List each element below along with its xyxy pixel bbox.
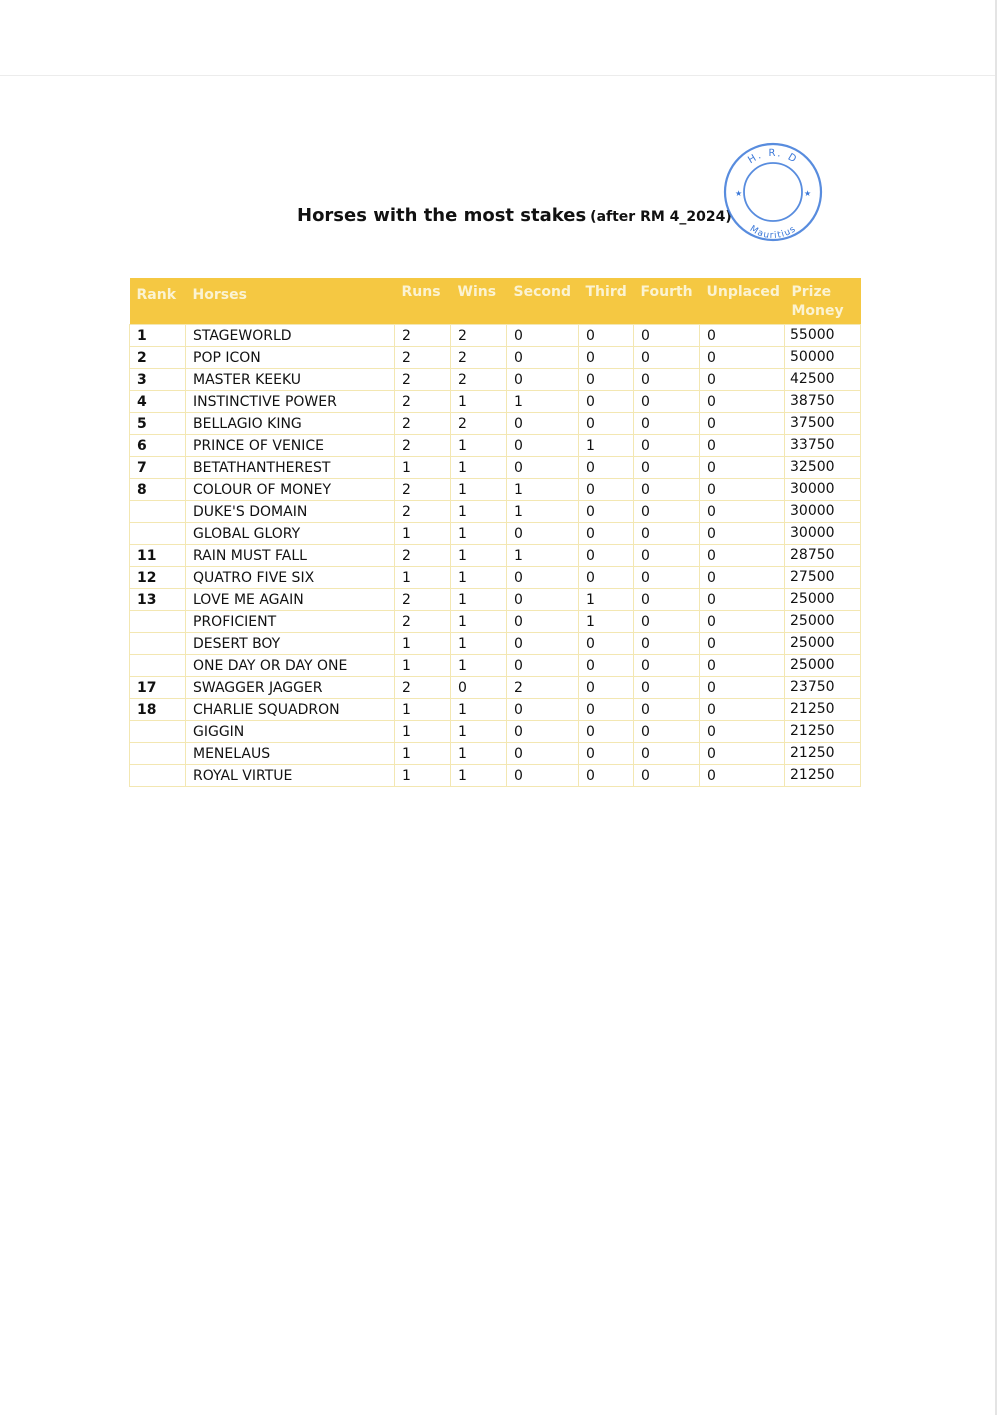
fourth-cell: 0	[634, 501, 700, 523]
fourth-cell: 0	[634, 347, 700, 369]
header-prize-line1: Prize	[791, 284, 832, 300]
svg-text:Mauritius	[748, 224, 799, 241]
unplaced-cell: 0	[700, 721, 785, 743]
table-row	[130, 721, 861, 743]
prize-money-cell: 25000	[785, 633, 861, 655]
scan-edge-top	[0, 75, 995, 76]
prize-money-cell: 37500	[785, 413, 861, 435]
rank-cell	[130, 611, 186, 633]
fourth-cell: 0	[634, 655, 700, 677]
horse-name-cell: STAGEWORLD	[186, 325, 395, 347]
prize-money-cell: 28750	[785, 545, 861, 567]
second-cell: 0	[507, 567, 579, 589]
second-cell: 0	[507, 611, 579, 633]
unplaced-cell: 0	[700, 501, 785, 523]
prize-money-cell: 21250	[785, 765, 861, 787]
fourth-cell: 0	[634, 765, 700, 787]
prize-money-cell: 23750	[785, 677, 861, 699]
second-cell: 0	[507, 655, 579, 677]
unplaced-cell: 0	[700, 391, 785, 413]
unplaced-cell: 0	[700, 633, 785, 655]
table-row	[130, 369, 861, 391]
title-subtitle: (after RM 4_2024)	[590, 209, 732, 225]
third-cell: 0	[579, 721, 634, 743]
unplaced-cell: 0	[700, 369, 785, 391]
header-fourth: Fourth	[634, 278, 700, 325]
horse-name-cell: GIGGIN	[186, 721, 395, 743]
unplaced-cell: 0	[700, 435, 785, 457]
header-runs: Runs	[395, 278, 451, 325]
rank-cell: 12	[130, 567, 186, 589]
third-cell: 0	[579, 391, 634, 413]
runs-cell: 2	[395, 347, 451, 369]
unplaced-cell: 0	[700, 677, 785, 699]
fourth-cell: 0	[634, 567, 700, 589]
header-prize-money	[785, 278, 861, 325]
prize-money-cell: 42500	[785, 369, 861, 391]
prize-money-cell: 33750	[785, 435, 861, 457]
horse-name-cell: BETATHANTHEREST	[186, 457, 395, 479]
unplaced-cell: 0	[700, 765, 785, 787]
second-cell: 0	[507, 743, 579, 765]
runs-cell: 1	[395, 765, 451, 787]
prize-money-cell: 50000	[785, 347, 861, 369]
table-row	[130, 413, 861, 435]
fourth-cell: 0	[634, 611, 700, 633]
header-horses: Horses	[186, 278, 395, 325]
table-row	[130, 655, 861, 677]
header-unplaced: Unplaced	[700, 278, 785, 325]
horse-name-cell: POP ICON	[186, 347, 395, 369]
header-third: Third	[579, 278, 634, 325]
rank-cell: 5	[130, 413, 186, 435]
wins-cell: 1	[451, 435, 507, 457]
table-row	[130, 347, 861, 369]
rank-cell	[130, 765, 186, 787]
horse-name-cell: COLOUR OF MONEY	[186, 479, 395, 501]
rank-cell: 8	[130, 479, 186, 501]
unplaced-cell: 0	[700, 347, 785, 369]
horse-name-cell: MASTER KEEKU	[186, 369, 395, 391]
unplaced-cell: 0	[700, 655, 785, 677]
table-row	[130, 545, 861, 567]
runs-cell: 1	[395, 457, 451, 479]
prize-money-cell: 25000	[785, 655, 861, 677]
second-cell: 0	[507, 721, 579, 743]
horse-name-cell: DUKE'S DOMAIN	[186, 501, 395, 523]
wins-cell: 1	[451, 391, 507, 413]
unplaced-cell: 0	[700, 523, 785, 545]
horse-name-cell: INSTINCTIVE POWER	[186, 391, 395, 413]
third-cell: 0	[579, 677, 634, 699]
wins-cell: 1	[451, 523, 507, 545]
horse-name-cell: ONE DAY OR DAY ONE	[186, 655, 395, 677]
rank-cell: 11	[130, 545, 186, 567]
rank-cell: 2	[130, 347, 186, 369]
runs-cell: 2	[395, 589, 451, 611]
document-title	[297, 205, 732, 226]
table-header-row	[130, 278, 861, 325]
prize-money-cell: 55000	[785, 325, 861, 347]
third-cell: 0	[579, 457, 634, 479]
rank-cell: 18	[130, 699, 186, 721]
fourth-cell: 0	[634, 633, 700, 655]
third-cell: 0	[579, 501, 634, 523]
table-row	[130, 677, 861, 699]
table-row	[130, 589, 861, 611]
table-row	[130, 611, 861, 633]
hrd-seal-stamp	[721, 140, 825, 244]
prize-money-cell: 25000	[785, 611, 861, 633]
wins-cell: 1	[451, 567, 507, 589]
wins-cell: 2	[451, 413, 507, 435]
runs-cell: 2	[395, 479, 451, 501]
table-row	[130, 567, 861, 589]
runs-cell: 2	[395, 677, 451, 699]
rank-cell: 13	[130, 589, 186, 611]
fourth-cell: 0	[634, 369, 700, 391]
table-row	[130, 765, 861, 787]
second-cell: 0	[507, 457, 579, 479]
third-cell: 0	[579, 369, 634, 391]
third-cell: 1	[579, 589, 634, 611]
second-cell: 0	[507, 633, 579, 655]
runs-cell: 2	[395, 325, 451, 347]
third-cell: 1	[579, 435, 634, 457]
rank-cell	[130, 743, 186, 765]
wins-cell: 2	[451, 325, 507, 347]
horse-name-cell: MENELAUS	[186, 743, 395, 765]
wins-cell: 1	[451, 457, 507, 479]
header-prize-line2: Money	[791, 303, 844, 319]
wins-cell: 1	[451, 743, 507, 765]
fourth-cell: 0	[634, 391, 700, 413]
wins-cell: 1	[451, 655, 507, 677]
fourth-cell: 0	[634, 721, 700, 743]
header-rank: Rank	[130, 278, 186, 325]
rank-cell: 6	[130, 435, 186, 457]
wins-cell: 1	[451, 501, 507, 523]
unplaced-cell: 0	[700, 589, 785, 611]
unplaced-cell: 0	[700, 611, 785, 633]
third-cell: 0	[579, 523, 634, 545]
header-wins: Wins	[451, 278, 507, 325]
wins-cell: 2	[451, 347, 507, 369]
horse-name-cell: ROYAL VIRTUE	[186, 765, 395, 787]
third-cell: 0	[579, 413, 634, 435]
second-cell: 1	[507, 545, 579, 567]
rank-cell	[130, 501, 186, 523]
wins-cell: 0	[451, 677, 507, 699]
fourth-cell: 0	[634, 457, 700, 479]
runs-cell: 2	[395, 413, 451, 435]
second-cell: 0	[507, 413, 579, 435]
table-row	[130, 743, 861, 765]
table-row	[130, 633, 861, 655]
prize-money-cell: 21250	[785, 721, 861, 743]
prize-money-cell: 25000	[785, 589, 861, 611]
third-cell: 0	[579, 567, 634, 589]
rank-cell: 3	[130, 369, 186, 391]
runs-cell: 1	[395, 523, 451, 545]
scan-edge-right	[995, 0, 997, 1415]
title-main: Horses with the most stakes	[297, 205, 587, 226]
unplaced-cell: 0	[700, 743, 785, 765]
unplaced-cell: 0	[700, 567, 785, 589]
prize-money-cell: 30000	[785, 523, 861, 545]
runs-cell: 1	[395, 743, 451, 765]
prize-money-cell: 32500	[785, 457, 861, 479]
rank-cell	[130, 523, 186, 545]
unplaced-cell: 0	[700, 545, 785, 567]
prize-money-cell: 21250	[785, 699, 861, 721]
unplaced-cell: 0	[700, 479, 785, 501]
horse-name-cell: CHARLIE SQUADRON	[186, 699, 395, 721]
fourth-cell: 0	[634, 479, 700, 501]
third-cell: 0	[579, 347, 634, 369]
table-row	[130, 523, 861, 545]
second-cell: 1	[507, 391, 579, 413]
runs-cell: 1	[395, 567, 451, 589]
third-cell: 0	[579, 743, 634, 765]
third-cell: 0	[579, 325, 634, 347]
header-second: Second	[507, 278, 579, 325]
second-cell: 0	[507, 325, 579, 347]
table-row	[130, 479, 861, 501]
runs-cell: 2	[395, 611, 451, 633]
horse-name-cell: PRINCE OF VENICE	[186, 435, 395, 457]
rank-cell	[130, 721, 186, 743]
rank-cell	[130, 633, 186, 655]
fourth-cell: 0	[634, 589, 700, 611]
rank-cell: 17	[130, 677, 186, 699]
rank-cell: 4	[130, 391, 186, 413]
table-row	[130, 699, 861, 721]
unplaced-cell: 0	[700, 457, 785, 479]
wins-cell: 1	[451, 545, 507, 567]
second-cell: 0	[507, 523, 579, 545]
wins-cell: 1	[451, 611, 507, 633]
second-cell: 0	[507, 347, 579, 369]
table-row	[130, 325, 861, 347]
fourth-cell: 0	[634, 699, 700, 721]
table-row	[130, 501, 861, 523]
prize-money-cell: 30000	[785, 501, 861, 523]
rank-cell	[130, 655, 186, 677]
rank-cell: 7	[130, 457, 186, 479]
wins-cell: 1	[451, 699, 507, 721]
wins-cell: 2	[451, 369, 507, 391]
fourth-cell: 0	[634, 743, 700, 765]
second-cell: 1	[507, 501, 579, 523]
second-cell: 0	[507, 435, 579, 457]
wins-cell: 1	[451, 589, 507, 611]
third-cell: 0	[579, 633, 634, 655]
unplaced-cell: 0	[700, 325, 785, 347]
second-cell: 0	[507, 765, 579, 787]
stakes-table	[129, 278, 861, 787]
wins-cell: 1	[451, 633, 507, 655]
stamp-bottom-text: Mauritius	[747, 224, 799, 242]
horse-name-cell: GLOBAL GLORY	[186, 523, 395, 545]
runs-cell: 1	[395, 721, 451, 743]
runs-cell: 2	[395, 369, 451, 391]
stamp-star-left-icon: ★	[735, 189, 743, 198]
second-cell: 0	[507, 369, 579, 391]
wins-cell: 1	[451, 765, 507, 787]
third-cell: 0	[579, 655, 634, 677]
runs-cell: 2	[395, 435, 451, 457]
stamp-top-text: H. R. D	[746, 147, 800, 167]
fourth-cell: 0	[634, 545, 700, 567]
horse-name-cell: RAIN MUST FALL	[186, 545, 395, 567]
third-cell: 1	[579, 611, 634, 633]
runs-cell: 2	[395, 391, 451, 413]
prize-money-cell: 21250	[785, 743, 861, 765]
prize-money-cell: 30000	[785, 479, 861, 501]
wins-cell: 1	[451, 721, 507, 743]
third-cell: 0	[579, 479, 634, 501]
second-cell: 2	[507, 677, 579, 699]
second-cell: 0	[507, 589, 579, 611]
second-cell: 1	[507, 479, 579, 501]
horse-name-cell: QUATRO FIVE SIX	[186, 567, 395, 589]
third-cell: 0	[579, 699, 634, 721]
runs-cell: 1	[395, 655, 451, 677]
fourth-cell: 0	[634, 677, 700, 699]
horse-name-cell: BELLAGIO KING	[186, 413, 395, 435]
stamp-star-right-icon: ★	[804, 189, 812, 198]
table-row	[130, 435, 861, 457]
fourth-cell: 0	[634, 413, 700, 435]
unplaced-cell: 0	[700, 413, 785, 435]
table-row	[130, 391, 861, 413]
table-row	[130, 457, 861, 479]
runs-cell: 1	[395, 699, 451, 721]
fourth-cell: 0	[634, 325, 700, 347]
rank-cell: 1	[130, 325, 186, 347]
runs-cell: 1	[395, 633, 451, 655]
fourth-cell: 0	[634, 435, 700, 457]
third-cell: 0	[579, 765, 634, 787]
horse-name-cell: LOVE ME AGAIN	[186, 589, 395, 611]
prize-money-cell: 38750	[785, 391, 861, 413]
second-cell: 0	[507, 699, 579, 721]
runs-cell: 2	[395, 545, 451, 567]
prize-money-cell: 27500	[785, 567, 861, 589]
horse-name-cell: DESERT BOY	[186, 633, 395, 655]
horse-name-cell: PROFICIENT	[186, 611, 395, 633]
runs-cell: 2	[395, 501, 451, 523]
third-cell: 0	[579, 545, 634, 567]
unplaced-cell: 0	[700, 699, 785, 721]
wins-cell: 1	[451, 479, 507, 501]
horse-name-cell: SWAGGER JAGGER	[186, 677, 395, 699]
fourth-cell: 0	[634, 523, 700, 545]
